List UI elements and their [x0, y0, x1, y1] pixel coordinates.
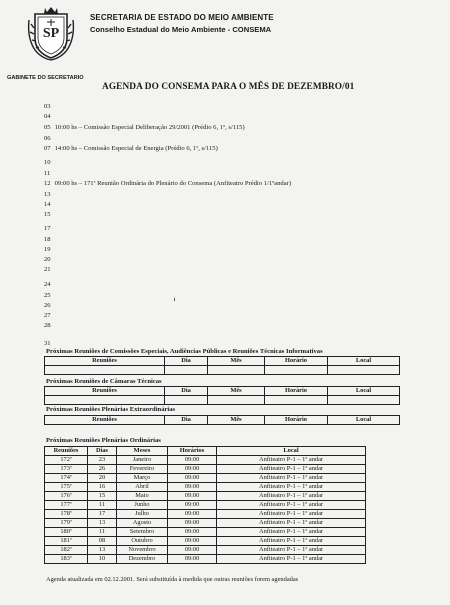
- extraordinary-heading: Próximas Reuniões Plenárias Extraordinárias: [46, 406, 176, 413]
- table-cell: Abril: [117, 483, 168, 492]
- day-number: 13: [44, 191, 51, 198]
- table-row: [45, 501, 366, 510]
- table-cell: 08: [88, 537, 117, 546]
- column-header: Local: [328, 416, 400, 425]
- table-cell: Anfiteatro P-1 – 1º andar: [217, 528, 366, 537]
- state-seal-logo: [27, 4, 75, 62]
- agenda-day: [44, 113, 55, 120]
- day-number: 11: [44, 170, 51, 177]
- table-cell: 172ª: [45, 456, 88, 465]
- table-cell: 183ª: [45, 555, 88, 564]
- agenda-day: [44, 246, 55, 253]
- extraordinary-table: [44, 415, 400, 425]
- table-cell: Anfiteatro P-1 – 1º andar: [217, 492, 366, 501]
- office-label: GABINETE DO SECRETARIO: [7, 75, 84, 81]
- day-event: 09:00 hs – 171ª Reunião Ordinária do Plenário do Consema (Anfiteatro Prédio 1/1ºandar): [54, 180, 292, 187]
- table-cell: 09:00: [168, 510, 217, 519]
- chambers-heading: Próximas Reuniões de Câmaras Técnicas: [46, 378, 162, 385]
- agenda-day: [44, 322, 55, 329]
- table-cell: 23: [88, 456, 117, 465]
- table-cell: 13: [88, 546, 117, 555]
- table-cell: 177ª: [45, 501, 88, 510]
- column-header: Horário: [265, 387, 328, 396]
- table-cell: Maio: [117, 492, 168, 501]
- column-header: Local: [328, 387, 400, 396]
- agenda-day: [44, 281, 55, 288]
- table-row: [45, 396, 400, 405]
- day-number: 15: [44, 211, 51, 218]
- table-cell: Outubro: [117, 537, 168, 546]
- table-cell: 174ª: [45, 474, 88, 483]
- table-cell: 09:00: [168, 492, 217, 501]
- column-header: Reuniões: [45, 447, 88, 456]
- table-cell: 20: [88, 474, 117, 483]
- table-cell: 09:00: [168, 537, 217, 546]
- table-header-row: [45, 416, 400, 425]
- table-cell: Anfiteatro P-1 – 1º andar: [217, 483, 366, 492]
- day-number: 31: [44, 340, 51, 347]
- table-cell: Anfiteatro P-1 – 1º andar: [217, 501, 366, 510]
- table-cell: Anfiteatro P-1 – 1º andar: [217, 519, 366, 528]
- table-cell: 179ª: [45, 519, 88, 528]
- agenda-day: [44, 266, 55, 273]
- table-cell: Anfiteatro P-1 – 1º andar: [217, 465, 366, 474]
- table-row: [45, 537, 366, 546]
- column-header: Local: [328, 357, 400, 366]
- agenda-day: [44, 236, 55, 243]
- table-cell: Fevereiro: [117, 465, 168, 474]
- agenda-day: [44, 292, 55, 299]
- table-cell: Março: [117, 474, 168, 483]
- agenda-day: [44, 340, 55, 347]
- column-header: Horários: [168, 447, 217, 456]
- table-row: [45, 519, 366, 528]
- table-cell: 09:00: [168, 555, 217, 564]
- table-cell: Setembro: [117, 528, 168, 537]
- day-number: 18: [44, 236, 51, 243]
- table-cell: Julho: [117, 510, 168, 519]
- day-event: 14:00 hs – Comissão Especial de Energia (Prédio 6, 1º, s/115): [54, 145, 218, 152]
- day-number: 14: [44, 201, 51, 208]
- table-cell: 176ª: [45, 492, 88, 501]
- agenda-day: [44, 191, 55, 198]
- table-cell: 17: [88, 510, 117, 519]
- day-number: 05: [44, 124, 51, 131]
- table-cell: 26: [88, 465, 117, 474]
- day-number: 19: [44, 246, 51, 253]
- day-number: 28: [44, 322, 51, 329]
- table-row: [45, 528, 366, 537]
- table-cell: 181ª: [45, 537, 88, 546]
- day-number: 03: [44, 103, 51, 110]
- table-cell: Dezembro: [117, 555, 168, 564]
- ordinary-table: [44, 446, 366, 564]
- agenda-day: [44, 312, 55, 319]
- table-cell: Anfiteatro P-1 – 1º andar: [217, 555, 366, 564]
- day-number: 06: [44, 135, 51, 142]
- table-cell: 09:00: [168, 519, 217, 528]
- table-cell: Junho: [117, 501, 168, 510]
- table-cell: Anfiteatro P-1 – 1º andar: [217, 456, 366, 465]
- table-cell: Anfiteatro P-1 – 1º andar: [217, 510, 366, 519]
- day-number: 17: [44, 225, 51, 232]
- table-cell: 180ª: [45, 528, 88, 537]
- svg-text:SP: SP: [42, 26, 60, 41]
- day-number: 21: [44, 266, 51, 273]
- agenda-day: [44, 211, 55, 218]
- day-number: 20: [44, 256, 51, 263]
- chambers-table: [44, 386, 400, 405]
- column-header: Dias: [88, 447, 117, 456]
- page-title: AGENDA DO CONSEMA PARA O MÊS DE DEZEMBRO/01: [102, 82, 355, 92]
- commissions-table: [44, 356, 400, 375]
- agenda-day: [44, 103, 55, 110]
- table-cell: 175ª: [45, 483, 88, 492]
- column-header: Dia: [165, 416, 208, 425]
- table-cell: 09:00: [168, 546, 217, 555]
- column-header: Horário: [265, 416, 328, 425]
- table-cell: 11: [88, 501, 117, 510]
- table-header-row: [45, 357, 400, 366]
- column-header: Dia: [165, 387, 208, 396]
- column-header: Local: [217, 447, 366, 456]
- agenda-day: [44, 159, 55, 166]
- update-note: Agenda atualizada em 02.12.2001. Será substituída à medida que outras reuniões forem agendadas: [46, 576, 299, 583]
- day-event: 10:00 hs – Comissão Especial Deliberação 29/2001 (Prédio 6, 1º, s/115): [54, 124, 245, 131]
- column-header: Meses: [117, 447, 168, 456]
- table-cell: 11: [88, 528, 117, 537]
- table-cell: 09:00: [168, 465, 217, 474]
- org-name-line2: Conselho Estadual do Meio Ambiente - CONSEMA: [90, 25, 272, 34]
- table-row: [45, 474, 366, 483]
- table-cell: Anfiteatro P-1 – 1º andar: [217, 546, 366, 555]
- table-row: [45, 546, 366, 555]
- column-header: Horário: [265, 357, 328, 366]
- table-cell: Anfiteatro P-1 – 1º andar: [217, 474, 366, 483]
- agenda-day: [44, 302, 55, 309]
- table-cell: 09:00: [168, 483, 217, 492]
- day-number: 24: [44, 281, 51, 288]
- table-cell: Agosto: [117, 519, 168, 528]
- table-row: [45, 366, 400, 375]
- column-header: Dia: [165, 357, 208, 366]
- table-cell: 178ª: [45, 510, 88, 519]
- ordinary-heading: Próximas Reuniões Plenárias Ordinárias: [46, 437, 161, 444]
- agenda-day: [44, 201, 55, 208]
- agenda-day: [44, 225, 55, 232]
- agenda-day: [44, 180, 291, 187]
- table-cell: 09:00: [168, 501, 217, 510]
- table-cell: 09:00: [168, 456, 217, 465]
- column-header: Mês: [208, 387, 265, 396]
- table-row: [45, 483, 366, 492]
- column-header: Mês: [208, 357, 265, 366]
- org-name-line1: SECRETARIA DE ESTADO DO MEIO AMBIENTE: [90, 13, 274, 22]
- column-header: Reuniões: [45, 416, 165, 425]
- table-header-row: [45, 447, 366, 456]
- table-cell: 15: [88, 492, 117, 501]
- day-number: 07: [44, 145, 51, 152]
- table-cell: 182ª: [45, 546, 88, 555]
- table-row: [45, 555, 366, 564]
- column-header: Reuniões: [45, 357, 165, 366]
- agenda-day: [44, 145, 218, 152]
- day-number: 04: [44, 113, 51, 120]
- column-header: Mês: [208, 416, 265, 425]
- day-number: 12: [44, 180, 51, 187]
- column-header: Reuniões: [45, 387, 165, 396]
- table-cell: Novembro: [117, 546, 168, 555]
- table-cell: Janeiro: [117, 456, 168, 465]
- table-row: [45, 456, 366, 465]
- table-cell: Anfiteatro P-1 – 1º andar: [217, 537, 366, 546]
- day-number: 26: [44, 302, 51, 309]
- agenda-day: [44, 256, 55, 263]
- table-cell: 09:00: [168, 528, 217, 537]
- table-cell: 10: [88, 555, 117, 564]
- table-cell: 09:00: [168, 474, 217, 483]
- table-header-row: [45, 387, 400, 396]
- day-number: 25: [44, 292, 51, 299]
- table-row: [45, 465, 366, 474]
- scan-speck: [174, 298, 175, 301]
- day-number: 10: [44, 159, 51, 166]
- table-cell: 173ª: [45, 465, 88, 474]
- agenda-day: [44, 170, 54, 177]
- agenda-day: [44, 135, 55, 142]
- commissions-heading: Próximas Reuniões de Comissões Especiais, Audiências Públicas e Reuniões Técnicas Informativas: [46, 348, 323, 355]
- table-cell: 16: [88, 483, 117, 492]
- day-number: 27: [44, 312, 51, 319]
- table-row: [45, 510, 366, 519]
- table-row: [45, 492, 366, 501]
- agenda-day: [44, 124, 245, 131]
- table-cell: 13: [88, 519, 117, 528]
